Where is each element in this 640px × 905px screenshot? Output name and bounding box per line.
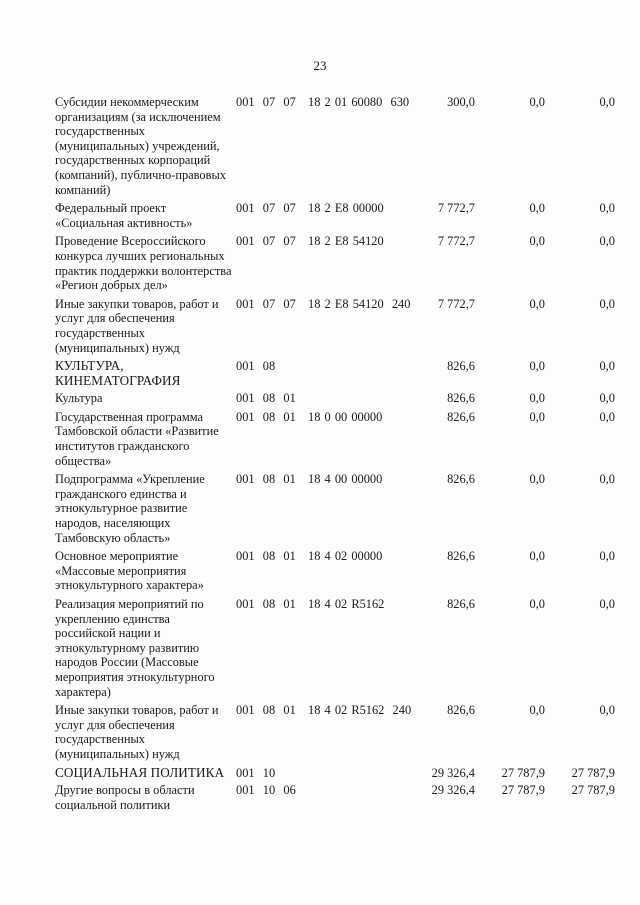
row-name: Проведение Всероссийского конкурса лучших региональных практик поддержки волонтерства «Регион добрых дел» bbox=[55, 234, 232, 293]
row-amount-1: 826,6 bbox=[447, 472, 475, 487]
row-amount-1: 826,6 bbox=[447, 549, 475, 564]
row-amount-1: 826,6 bbox=[447, 703, 475, 718]
row-amount-2: 0,0 bbox=[529, 234, 545, 249]
row-code: 001 07 07 18 2 E8 00000 bbox=[236, 201, 384, 216]
row-amount-3: 0,0 bbox=[599, 472, 615, 487]
row-name: Иные закупки товаров, работ и услуг для обеспечения государственных (муниципальных) нужд bbox=[55, 703, 219, 761]
table-row bbox=[0, 549, 640, 593]
table-row bbox=[0, 234, 640, 292]
row-code: 001 10 bbox=[236, 765, 276, 780]
row-amount-1: 826,6 bbox=[447, 409, 475, 424]
page-number: 23 bbox=[313, 58, 327, 73]
row-amount-1: 7 772,7 bbox=[437, 201, 475, 216]
row-amount-2: 0,0 bbox=[529, 201, 545, 216]
row-amount-2: 0,0 bbox=[529, 703, 545, 718]
row-name: Другие вопросы в области социальной политики bbox=[55, 783, 195, 812]
row-amount-2: 0,0 bbox=[529, 472, 545, 487]
table-row bbox=[0, 201, 640, 230]
row-amount-3: 27 787,9 bbox=[571, 783, 615, 798]
table-row bbox=[0, 359, 640, 388]
row-amount-3: 0,0 bbox=[599, 391, 615, 406]
table-row bbox=[0, 703, 640, 761]
row-amount-2: 0,0 bbox=[529, 409, 545, 424]
table-row bbox=[0, 472, 640, 545]
row-amount-1: 29 326,4 bbox=[431, 783, 475, 798]
row-amount-2: 0,0 bbox=[529, 359, 545, 374]
row-amount-1: 7 772,7 bbox=[437, 234, 475, 249]
row-code: 001 07 07 18 2 E8 54120 bbox=[236, 234, 384, 249]
row-amount-3: 0,0 bbox=[599, 549, 615, 564]
row-amount-3: 0,0 bbox=[599, 359, 615, 374]
row-amount-3: 0,0 bbox=[599, 296, 615, 311]
row-amount-2: 0,0 bbox=[529, 597, 545, 611]
row-amount-1: 826,6 bbox=[447, 597, 475, 611]
row-name: Федеральный проект «Социальная активность» bbox=[55, 201, 193, 230]
row-amount-3: 27 787,9 bbox=[571, 765, 615, 780]
row-name: Иные закупки товаров, работ и услуг для обеспечения государственных (муниципальных) нужд bbox=[55, 296, 219, 355]
table-row bbox=[0, 297, 640, 355]
row-amount-2: 0,0 bbox=[529, 95, 545, 109]
row-amount-3: 0,0 bbox=[599, 201, 615, 216]
row-name: СОЦИАЛЬНАЯ ПОЛИТИКА bbox=[55, 764, 225, 780]
row-name: Реализация мероприятий по укреплению единства российской нации и этнокультурному развитию народов России (Массовые мероприятия этнокультурного характера) bbox=[55, 597, 215, 699]
table-row bbox=[0, 95, 640, 197]
row-amount-1: 29 326,4 bbox=[431, 765, 475, 780]
row-name: Основное мероприятие «Массовые мероприятия этнокультурного характера» bbox=[55, 549, 204, 593]
budget-table bbox=[0, 95, 640, 816]
row-code: 001 08 01 18 4 02 00000 bbox=[236, 549, 383, 564]
row-amount-1: 826,6 bbox=[447, 359, 475, 374]
row-code: 001 08 01 18 4 02 R5162 240 bbox=[236, 703, 412, 718]
row-amount-3: 0,0 bbox=[599, 703, 615, 718]
row-amount-2: 0,0 bbox=[529, 549, 545, 564]
row-amount-1: 7 772,7 bbox=[437, 296, 475, 311]
row-code: 001 08 01 18 4 00 00000 bbox=[236, 472, 383, 487]
row-amount-1: 826,6 bbox=[447, 391, 475, 406]
row-amount-2: 27 787,9 bbox=[501, 783, 545, 798]
row-name: Культура bbox=[55, 391, 103, 406]
row-amount-2: 27 787,9 bbox=[501, 765, 545, 780]
row-name: Подпрограмма «Укрепление гражданского единства и этнокультурное развитие народов, населяющих Тамбовскую область» bbox=[55, 472, 205, 545]
row-amount-3: 0,0 bbox=[599, 234, 615, 249]
row-amount-2: 0,0 bbox=[529, 296, 545, 311]
table-row bbox=[0, 391, 640, 406]
row-amount-3: 0,0 bbox=[599, 409, 615, 424]
row-name: Государственная программа Тамбовской области «Развитие институтов гражданского общества» bbox=[55, 409, 219, 468]
row-amount-1: 300,0 bbox=[447, 95, 475, 109]
row-code: 001 10 06 bbox=[236, 783, 296, 798]
row-amount-3: 0,0 bbox=[599, 95, 615, 109]
row-name: КУЛЬТУРА, КИНЕМАТОГРАФИЯ bbox=[55, 358, 181, 388]
row-code: 001 08 bbox=[236, 359, 276, 374]
row-code: 001 08 01 18 4 02 R5162 bbox=[236, 597, 385, 611]
row-code: 001 07 07 18 2 01 60080 630 bbox=[236, 95, 410, 109]
table-row bbox=[0, 766, 640, 781]
table-row bbox=[0, 783, 640, 812]
row-amount-3: 0,0 bbox=[599, 597, 615, 611]
row-amount-2: 0,0 bbox=[529, 391, 545, 406]
table-row bbox=[0, 597, 640, 699]
row-code: 001 08 01 18 0 00 00000 bbox=[236, 409, 383, 424]
row-code: 001 07 07 18 2 E8 54120 240 bbox=[236, 296, 411, 311]
row-name: Субсидии некоммерческим организациям (за исключением государственных (муниципальных) учреждений, государственных корпораций (компаний), публично-правовых компаний) bbox=[55, 95, 226, 197]
row-code: 001 08 01 bbox=[236, 391, 296, 406]
table-row bbox=[0, 410, 640, 468]
